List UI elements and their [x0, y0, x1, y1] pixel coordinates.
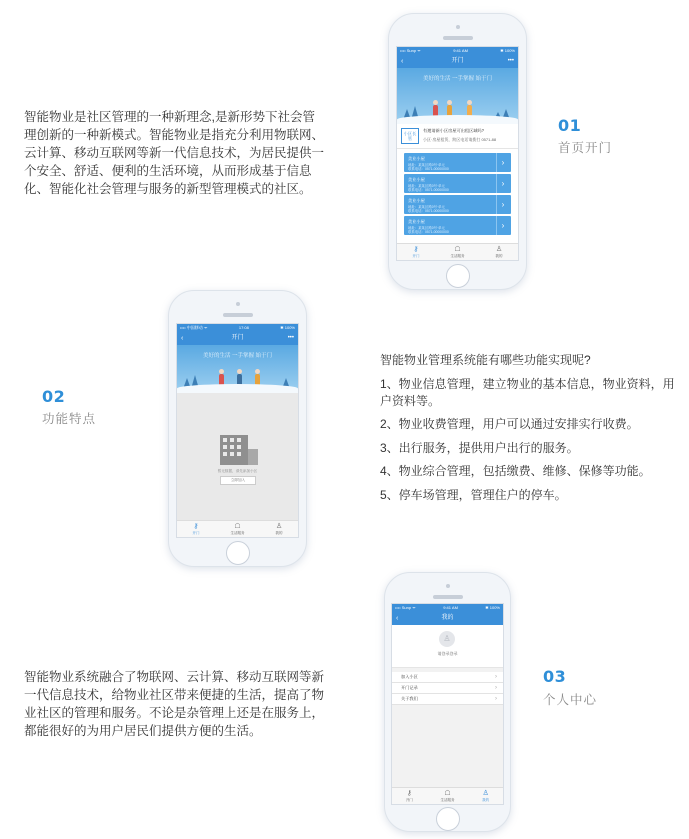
feature-item: 1、物业信息管理，建立物业的基本信息，物业资料，用户资料等。: [380, 376, 675, 408]
back-button[interactable]: ‹: [181, 335, 184, 342]
login-text[interactable]: 请登录登录: [437, 651, 458, 656]
list-item-join-community[interactable]: 加入小区 ›: [392, 672, 503, 683]
banner: [177, 345, 298, 393]
snow-ground: [397, 115, 518, 124]
community-card[interactable]: 美业小屋 地址：某某区路0号·单元 联系电话：0571-00000000 ›: [404, 174, 511, 193]
user-icon: ♙: [482, 790, 489, 797]
tab-life-service[interactable]: ☖ 生活服务: [440, 790, 455, 802]
person-head: [237, 369, 242, 374]
feature-item: 5、停车场管理，管理住户的停车。: [380, 487, 567, 502]
chevron-right-icon: ›: [495, 685, 497, 691]
key-icon: ⚷: [193, 523, 199, 530]
phone-mockup-profile: [384, 572, 511, 832]
phone-screen: [396, 46, 519, 261]
feature-item: 2、物业收费管理，用户可以通过安排实行收费。: [380, 417, 639, 431]
notice-panel[interactable]: [397, 124, 518, 149]
chevron-right-icon[interactable]: ›: [496, 195, 509, 214]
section-caption-01: 首页开门: [558, 141, 613, 155]
back-button[interactable]: ‹: [401, 58, 404, 65]
status-bar: •••• Sunp ᯤ 9:41 AM ✱ 100%: [392, 604, 503, 612]
chevron-right-icon: ›: [495, 674, 497, 680]
person-head: [467, 100, 472, 105]
feature-item: 3、出行服务，提供用户出行的服务。: [380, 440, 579, 455]
notice-line2: 小区·房屋租赁，跨区电话请拨打 0571-88: [423, 137, 497, 142]
status-bar: •••• Sunp ᯤ 9:41 AM ✱ 100%: [397, 47, 518, 55]
section-caption-02: 功能特点: [42, 412, 97, 426]
snow-ground: [177, 384, 298, 393]
tab-life-service[interactable]: ☖ 生活服务: [450, 246, 465, 258]
shop-icon: ☖: [454, 246, 461, 253]
tab-bar: [397, 243, 518, 260]
phone-home-button: [436, 807, 460, 831]
phone-screen: [391, 603, 504, 805]
nav-bar: [392, 612, 503, 625]
tab-bar: [177, 520, 298, 537]
building-icon-side: [248, 449, 258, 465]
section-number-02: 02: [42, 387, 66, 406]
key-icon: ⚷: [413, 246, 419, 253]
nav-bar: [177, 332, 298, 345]
empty-state: [177, 393, 298, 521]
community-card[interactable]: 美业小屋 地址：某某区路0号·单元 联系电话：0571-00000000 ›: [404, 216, 511, 235]
person-head: [447, 100, 452, 105]
phone-mockup-home: [388, 13, 527, 290]
user-icon: ♙: [495, 246, 503, 253]
banner: [397, 68, 518, 124]
banner-slogan: 美好的生活 一手掌握 始于门: [202, 353, 273, 359]
nav-title: 我的: [441, 615, 454, 621]
section-caption-03: 个人中心: [543, 693, 598, 707]
notice-logo: 小区长管: [401, 128, 419, 144]
tab-open-door[interactable]: ⚷ 开门: [405, 790, 413, 802]
tab-bar: [392, 787, 503, 804]
phone-camera: [456, 25, 460, 29]
join-button[interactable]: 立即加入: [220, 476, 256, 485]
notice-line1: 有邀请新小区房屋可出租区域吗?: [423, 128, 484, 133]
shop-icon: ☖: [234, 523, 241, 530]
feature-item: 4、物业综合管理，包括缴费、维修、保修等功能。: [380, 464, 651, 478]
features-title: 智能物业管理系统能有哪些功能实现呢?: [380, 353, 591, 367]
chevron-right-icon: ›: [495, 696, 497, 702]
avatar[interactable]: [439, 631, 455, 647]
user-icon: ♙: [275, 523, 283, 530]
back-button[interactable]: ‹: [396, 615, 399, 622]
tab-open-door[interactable]: ⚷ 开门: [412, 246, 420, 258]
community-card[interactable]: 美业小屋 地址：某某区路0号·单元 联系电话：0571-00000000 ›: [404, 153, 511, 172]
profile-body: [392, 668, 503, 788]
phone-speaker: [443, 36, 473, 40]
banner-slogan: 美好的生活 一手掌握 始于门: [422, 76, 493, 82]
phone-screen: [176, 323, 299, 538]
shop-icon: ☖: [444, 790, 451, 797]
phone-home-button: [446, 264, 470, 288]
chevron-right-icon[interactable]: ›: [496, 153, 509, 172]
phone-mockup-empty: [168, 290, 307, 567]
community-card[interactable]: 美业小屋 地址：某某区路0号·单元 联系电话：0571-00000000 ›: [404, 195, 511, 214]
tab-mine[interactable]: ♙ 我的: [275, 523, 283, 535]
status-bar: •••• 中国移动 ᯤ 17:08 ✱ 100%: [177, 324, 298, 332]
tab-mine[interactable]: ♙ 我的: [482, 790, 490, 802]
chevron-right-icon[interactable]: ›: [496, 216, 509, 235]
phone-speaker: [223, 313, 253, 317]
person-head: [219, 369, 224, 374]
chevron-right-icon[interactable]: ›: [496, 174, 509, 193]
phone-speaker: [433, 595, 463, 599]
person-head: [433, 100, 438, 105]
tab-open-door[interactable]: ⚷ 开门: [192, 523, 200, 535]
nav-bar: [397, 55, 518, 68]
tab-life-service[interactable]: ☖ 生活服务: [230, 523, 245, 535]
tab-mine[interactable]: ♙ 我的: [495, 246, 503, 258]
intro-paragraph: 智能物业是社区管理的一种新理念,是新形势下社会管理创新的一种新模式。智能物业是指充分利用物联网、云计算、移动互联网等新一代信息技术，为居民提供一个安全、舒适、便利的生活环境，从而形成基于信息化、智能化社会管理与服务的新型管理模式的社区。: [24, 110, 325, 196]
more-button[interactable]: •••: [507, 58, 514, 64]
list-item-about-us[interactable]: 关于我们 ›: [392, 694, 503, 705]
user-icon: ♙: [443, 634, 451, 643]
nav-title: 开门: [231, 335, 244, 341]
section-number-03: 03: [543, 667, 567, 686]
list-item-door-records[interactable]: 开门记录 ›: [392, 683, 503, 694]
key-icon: ⚷: [406, 790, 412, 797]
features-list: [380, 352, 680, 510]
person-head: [255, 369, 260, 374]
empty-text: 暂无数据，请先添加小区: [217, 469, 258, 473]
phone-camera: [446, 584, 450, 588]
profile-header: [392, 625, 503, 668]
building-icon: [220, 435, 248, 465]
more-button[interactable]: •••: [287, 335, 294, 341]
nav-title: 开门: [451, 58, 464, 64]
phone-camera: [236, 302, 240, 306]
phone-home-button: [226, 541, 250, 565]
section-number-01: 01: [558, 116, 582, 135]
bottom-paragraph: 智能物业系统融合了物联网、云计算、移动互联网等新一代信息技术，给物业社区带来便捷的生活，提高了物业社区的管理和服务。不论是杂管理上还是在服务上，都能很好的为用户居民们提供方便的生活。: [24, 670, 325, 738]
